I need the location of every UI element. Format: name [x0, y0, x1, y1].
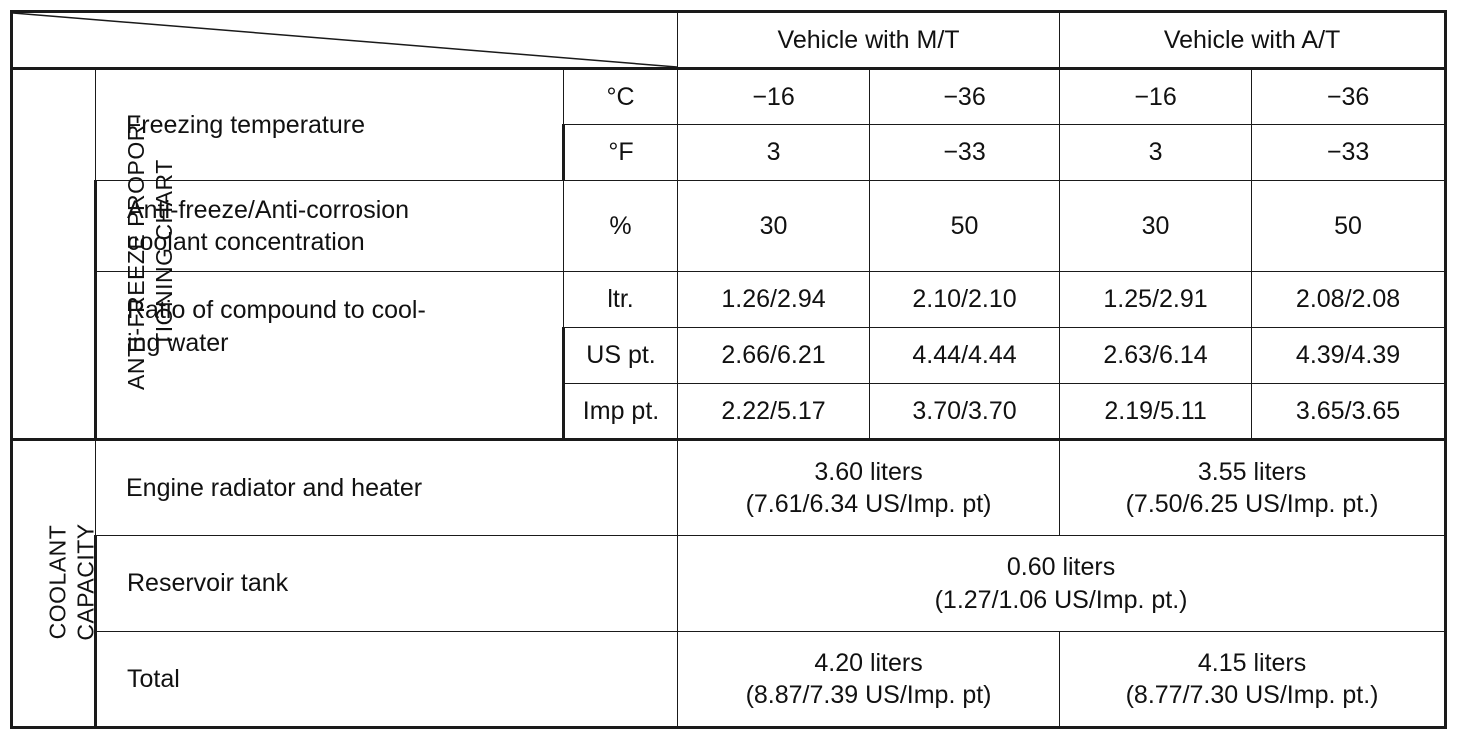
ratio-ltr-mt-50: 2.10/2.10: [870, 272, 1060, 328]
ratio-label-line2: ing water: [127, 328, 229, 357]
engine-at-pints: (7.50/6.25 US/Imp. pt.): [1125, 490, 1379, 518]
concentration-row: [12, 181, 1446, 272]
mt-header: Vehicle with M/T: [678, 12, 1060, 69]
ratio-imp-at-50: 3.65/3.65: [1252, 384, 1446, 440]
ratio-imp-at-30: 2.19/5.11: [1060, 384, 1252, 440]
reservoir-tank-label: Reservoir tank: [96, 536, 678, 632]
concentration-label-line2: coolant concentration: [127, 228, 365, 256]
ratio-ltr-at-30: 1.25/2.91: [1060, 272, 1252, 328]
concentration-at-50: 50: [1252, 181, 1446, 272]
reservoir-capacity-row: [12, 536, 1446, 632]
header-row: [12, 12, 1446, 69]
ratio-us-at-30: 2.63/6.14: [1060, 328, 1252, 384]
antifreeze-section-line1: ANTI-FREEZE PROPOR-: [123, 115, 150, 390]
fahrenheit-unit: °F: [564, 125, 678, 181]
engine-capacity-at: [1060, 440, 1446, 536]
liter-unit: ltr.: [564, 272, 678, 328]
engine-capacity-mt: [678, 440, 1060, 536]
engine-mt-pints: (7.61/6.34 US/Imp. pt): [745, 490, 992, 518]
ratio-us-mt-30: 2.66/6.21: [678, 328, 870, 384]
engine-capacity-row: [12, 440, 1446, 536]
freeze-c-mt-50: −36: [870, 69, 1060, 125]
freeze-c-at-50: −36: [1252, 69, 1446, 125]
freeze-f-at-50: −33: [1252, 125, 1446, 181]
concentration-mt-30: 30: [678, 181, 870, 272]
ratio-imp-mt-50: 3.70/3.70: [870, 384, 1060, 440]
total-capacity-at: [1060, 632, 1446, 728]
freeze-f-at-30: 3: [1060, 125, 1252, 181]
capacity-section-label: [12, 440, 99, 728]
concentration-at-30: 30: [1060, 181, 1252, 272]
ratio-ltr-at-50: 2.08/2.08: [1252, 272, 1446, 328]
freeze-f-mt-30: 3: [678, 125, 870, 181]
ratio-imp-mt-30: 2.22/5.17: [678, 384, 870, 440]
total-mt-liters: 4.20 liters: [814, 648, 923, 677]
engine-mt-liters: 3.60 liters: [814, 457, 923, 486]
concentration-label-line1: Anti-freeze/Anti-corrosion: [127, 195, 410, 224]
corner-cell: [12, 12, 678, 69]
freezing-temperature-label: Freezing temperature: [96, 69, 564, 181]
ratio-us-at-50: 4.39/4.39: [1252, 328, 1446, 384]
reservoir-liters: 0.60 liters: [1006, 553, 1116, 581]
freeze-c-at-30: −16: [1060, 69, 1252, 125]
us-pint-unit: US pt.: [564, 328, 678, 384]
ratio-label-line1: Ratio of compound to cool-: [127, 296, 426, 324]
ratio-us-mt-50: 4.44/4.44: [870, 328, 1060, 384]
total-capacity-mt: [678, 632, 1060, 728]
total-mt-pints: (8.87/7.39 US/Imp. pt): [745, 681, 992, 709]
at-header: Vehicle with A/T: [1060, 12, 1446, 69]
celsius-unit: °C: [564, 69, 678, 125]
total-at-liters: 4.15 liters: [1197, 648, 1307, 677]
ratio-ltr-mt-30: 1.26/2.94: [678, 272, 870, 328]
capacity-section-line2: CAPACITY: [72, 523, 99, 641]
ratio-liter-row: [12, 272, 1446, 328]
reservoir-capacity-value: [678, 536, 1446, 632]
freeze-c-mt-30: −16: [678, 69, 870, 125]
percent-unit: %: [564, 181, 678, 272]
imp-pint-unit: Imp pt.: [564, 384, 678, 440]
antifreeze-section-line2: TIONING CHART: [151, 158, 178, 347]
concentration-mt-50: 50: [870, 181, 1060, 272]
coolant-spec-table: [10, 10, 1447, 729]
total-capacity-row: [12, 632, 1446, 728]
engine-at-liters: 3.55 liters: [1197, 457, 1307, 486]
engine-radiator-label: Engine radiator and heater: [96, 440, 678, 536]
capacity-section-line1: COOLANT: [44, 524, 71, 640]
freeze-f-mt-50: −33: [870, 125, 1060, 181]
total-at-pints: (8.77/7.30 US/Imp. pt.): [1125, 681, 1379, 709]
total-label: Total: [96, 632, 678, 728]
reservoir-pints: (1.27/1.06 US/Imp. pt.): [934, 585, 1188, 614]
freezing-celsius-row: [12, 69, 1446, 125]
diagonal-divider: [13, 13, 677, 67]
